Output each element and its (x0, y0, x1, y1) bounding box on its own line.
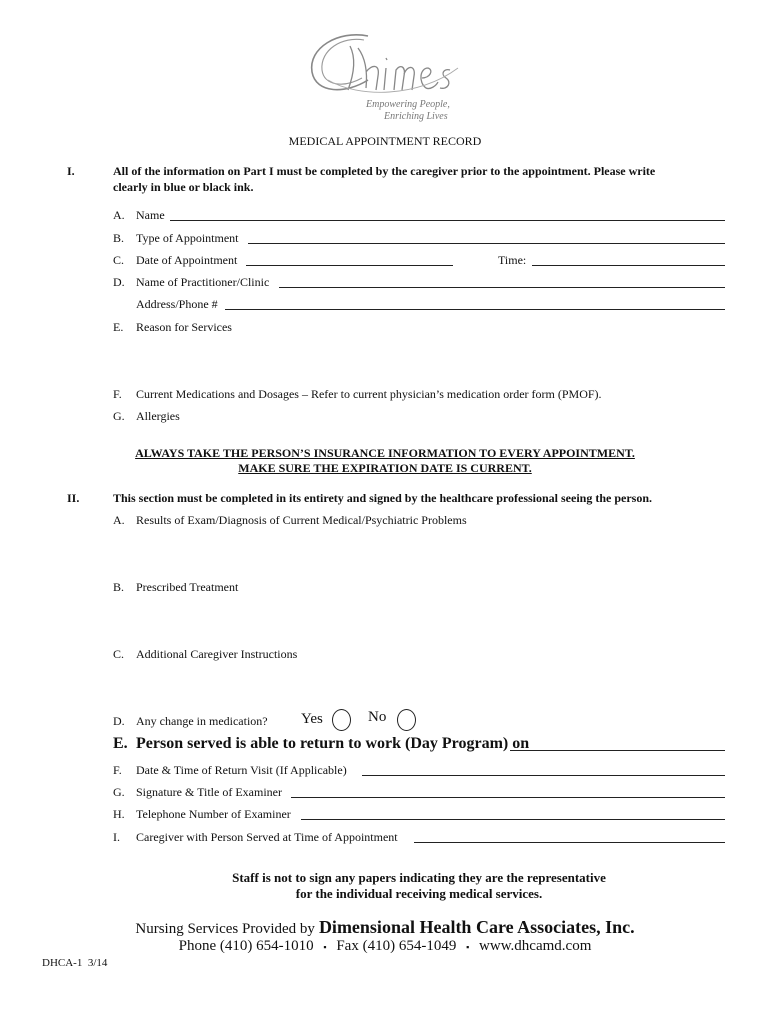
part1-f-letter: F. (113, 387, 122, 401)
medication-change-label: Any change in medication? (136, 714, 268, 728)
caregiver-instructions-label: Additional Caregiver Instructions (136, 647, 298, 661)
insurance-notice-line2: MAKE SURE THE EXPIRATION DATE IS CURRENT. (238, 461, 532, 475)
reason-field[interactable] (136, 336, 725, 382)
appointment-date-label: Date of Appointment (136, 253, 238, 267)
part1-c-letter: C. (113, 253, 125, 267)
address-phone-label: Address/Phone # (136, 297, 218, 311)
part2-h-letter: H. (113, 807, 125, 821)
name-field[interactable] (170, 220, 725, 221)
footer-phone: Phone (410) 654-1010 (178, 938, 314, 954)
appointment-time-field[interactable] (532, 265, 725, 266)
yes-label: Yes (301, 711, 323, 727)
footer-provided-by: Nursing Services Provided by (135, 921, 315, 937)
part1-e-letter: E. (113, 320, 124, 334)
staff-note-line2: for the individual receiving medical services. (295, 886, 543, 901)
part1-intro-line2: clearly in blue or black ink. (113, 180, 254, 194)
examiner-phone-label: Telephone Number of Examiner (136, 807, 291, 821)
part2-a-letter: A. (113, 513, 125, 527)
caregiver-instructions-field[interactable] (136, 664, 725, 710)
footer-contacts (0, 938, 770, 955)
exam-results-field[interactable] (136, 530, 725, 576)
logo-tagline-2: Enriching Lives (384, 111, 448, 122)
part2-g-letter: G. (113, 785, 125, 799)
allergies-field[interactable] (136, 424, 725, 444)
footer-separator-1: ▪ (323, 941, 327, 952)
medications-label: Current Medications and Dosages – Refer to current physician’s medication order form (PMOF). (136, 387, 602, 401)
caregiver-present-label: Caregiver with Person Served at Time of Appointment (136, 830, 398, 844)
form-code: DHCA-1 3/14 (42, 957, 108, 969)
appointment-date-field[interactable] (246, 265, 453, 266)
logo-tagline-1: Empowering People, (366, 99, 450, 110)
examiner-signature-label: Signature & Title of Examiner (136, 785, 282, 799)
staff-note-line1: Staff is not to sign any papers indicating they are the representative (232, 870, 606, 885)
allergies-label: Allergies (136, 409, 180, 423)
part2-c-letter: C. (113, 647, 125, 661)
return-visit-label: Date & Time of Return Visit (If Applicable) (136, 763, 347, 777)
no-radio[interactable] (397, 709, 416, 731)
appointment-type-label: Type of Appointment (136, 231, 239, 245)
address-phone-field[interactable] (225, 309, 725, 310)
caregiver-present-field[interactable] (414, 842, 725, 843)
yes-radio[interactable] (332, 709, 351, 731)
part1-intro-line1: All of the information on Part I must be completed by the caregiver prior to the appointment. Please write (113, 164, 656, 178)
footer-separator-2: ▪ (466, 941, 470, 952)
examiner-signature-field[interactable] (291, 797, 725, 798)
prescribed-treatment-field[interactable] (136, 597, 725, 643)
part1-numeral: I. (67, 164, 75, 178)
return-visit-field[interactable] (362, 775, 725, 776)
footer-provider (0, 917, 770, 938)
time-label: Time: (498, 253, 527, 267)
part2-intro: This section must be completed in its entirety and signed by the healthcare professional seeing the person. (113, 491, 653, 505)
examiner-phone-field[interactable] (301, 819, 725, 820)
part2-d-letter: D. (113, 714, 125, 728)
part1-d-letter: D. (113, 275, 125, 289)
part1-g-letter: G. (113, 409, 125, 423)
return-to-work-label: Person served is able to return to work (Day Program) on (136, 735, 530, 752)
prescribed-treatment-label: Prescribed Treatment (136, 580, 239, 594)
footer-website[interactable]: www.dhcamd.com (479, 938, 592, 954)
footer-company: Dimensional Health Care Associates, Inc. (318, 917, 635, 937)
insurance-notice-line1: ALWAYS TAKE THE PERSON’S INSURANCE INFORMATION TO EVERY APPOINTMENT. (135, 446, 635, 460)
name-label: Name (136, 208, 165, 222)
part1-b-letter: B. (113, 231, 125, 245)
part2-numeral: II. (67, 491, 80, 505)
practitioner-label: Name of Practitioner/Clinic (136, 275, 270, 289)
footer-fax: Fax (410) 654-1049 (336, 938, 457, 954)
return-to-work-date-field[interactable] (510, 750, 725, 751)
exam-results-label: Results of Exam/Diagnosis of Current Medical/Psychiatric Problems (136, 513, 467, 527)
no-label: No (368, 709, 387, 725)
part2-i-letter: I. (113, 830, 120, 844)
part2-b-letter: B. (113, 580, 125, 594)
page-title: MEDICAL APPOINTMENT RECORD (288, 134, 482, 148)
practitioner-field[interactable] (279, 287, 725, 288)
part2-f-letter: F. (113, 763, 122, 777)
reason-label: Reason for Services (136, 320, 232, 334)
part1-a-letter: A. (113, 208, 125, 222)
appointment-type-field[interactable] (248, 243, 725, 244)
part2-e-letter: E. (113, 735, 128, 752)
